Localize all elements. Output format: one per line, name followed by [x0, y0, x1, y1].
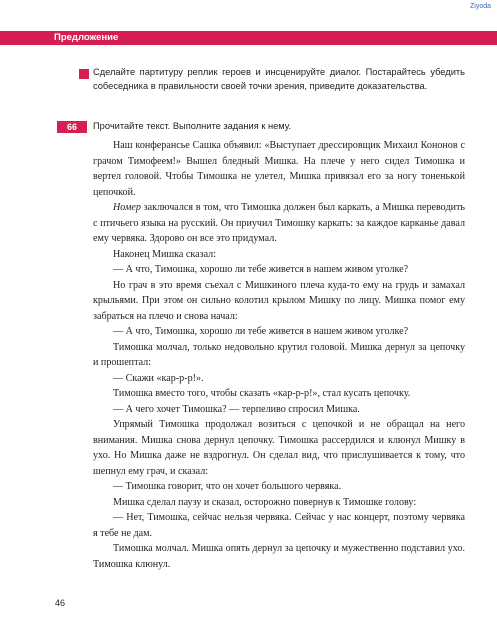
story-paragraph [93, 417, 465, 479]
publisher-logo: Ziyoda [469, 3, 491, 10]
paragraph-text: Мишка сделал паузу и сказал, осторожно повернув к Тимошке голову: [113, 496, 417, 508]
paragraph-text: Но грач в это время съехал с Мишкиного плеча куда-то ему на грудь и замахал крыльями. При этом он сильно колотил крылом Мишку по лицу. Мишка помог ему забраться на плечо и снова начал: [93, 279, 465, 322]
story-paragraph [93, 324, 465, 340]
paragraph-text: — Нет, Тимошка, сейчас нельзя червяка. Сейчас у нас концерт, поэтому червяка я тебе не дам. [93, 512, 465, 539]
story-paragraph [93, 371, 465, 387]
story-paragraph [93, 247, 465, 263]
story-paragraph [93, 200, 465, 247]
story-paragraph [93, 386, 465, 402]
story-paragraph [93, 278, 465, 325]
story-paragraph [93, 402, 465, 418]
emphasized-word: Номер [113, 202, 141, 213]
story-paragraph [93, 495, 465, 511]
task-text: Сделайте партитуру реплик героев и инсценируйте диалог. Постарайтесь убедить собеседника в правильности своей точки зрения, приведите доказательства. [93, 67, 465, 91]
paragraph-text: Тимошка молчал, только недовольно крутил головой. Мишка дернул за цепочку и прошептал: [93, 341, 465, 368]
story-paragraph [93, 479, 465, 495]
paragraph-text: — А что, Тимошка, хорошо ли тебе живется в нашем живом уголке? [113, 326, 409, 337]
story-text [93, 138, 465, 572]
paragraph-text: Наш конферансье Сашка объявил: «Выступает дрессировщик Михаил Кононов с грачом Тимофеем!» Вышел бледный Мишка. На плече у него сидел Тимошка и вертел головой. Чтобы Тимошка не улетел, Мишка привязал его за ногу тоненькой цепочкой. [93, 140, 465, 198]
paragraph-text: Наконец Мишка сказал: [113, 248, 217, 260]
task-marker-square [79, 69, 89, 79]
story-paragraph [93, 262, 465, 278]
story-paragraph [93, 510, 465, 541]
paragraph-text: — Скажи «кар-р-р!». [113, 372, 204, 384]
paragraph-text: — А что, Тимошка, хорошо ли тебе живется в нашем живом уголке? [113, 264, 409, 275]
paragraph-text: — Тимошка говорит, что он хочет большого червяка. [113, 481, 342, 492]
exercise-instruction: Прочитайте текст. Выполните задания к нему. [93, 121, 292, 131]
paragraph-text: Тимошка молчал. Мишка опять дернул за цепочку и мужественно подставил ухо. Тимошка клюнул. [93, 543, 465, 570]
paragraph-text: Тимошка вместо того, чтобы сказать «кар-р-р!», стал кусать цепочку. [113, 388, 411, 399]
story-paragraph [93, 541, 465, 572]
paragraph-text: Упрямый Тимошка продолжал возиться с цепочкой и не обращал на него внимания. Мишка снова дернул цепочку. Тимошка рассердился и клюнул Мишку в ухо. Но Мишка даже не вздрогнул. Он сделал вид, что прислушивается к тому, что шепнул ему грач, и сказал: [93, 419, 465, 477]
page-number: 46 [55, 598, 66, 608]
section-title: Предложение [54, 32, 119, 43]
paragraph-text: — А чего хочет Тимошка? — терпеливо спросил Мишка. [113, 403, 360, 415]
paragraph-text: заключался в том, что Тимошка должен был каркать, а Мишка переводить с птичьего языка на русский. Он приучил Тимошку каркать: за каждое карканье давал ему червяка. Здорово он все это придумал. [93, 202, 465, 244]
section-header [0, 31, 497, 45]
exercise-number-badge: 66 [57, 121, 87, 133]
story-paragraph [93, 138, 465, 200]
story-paragraph [93, 340, 465, 371]
